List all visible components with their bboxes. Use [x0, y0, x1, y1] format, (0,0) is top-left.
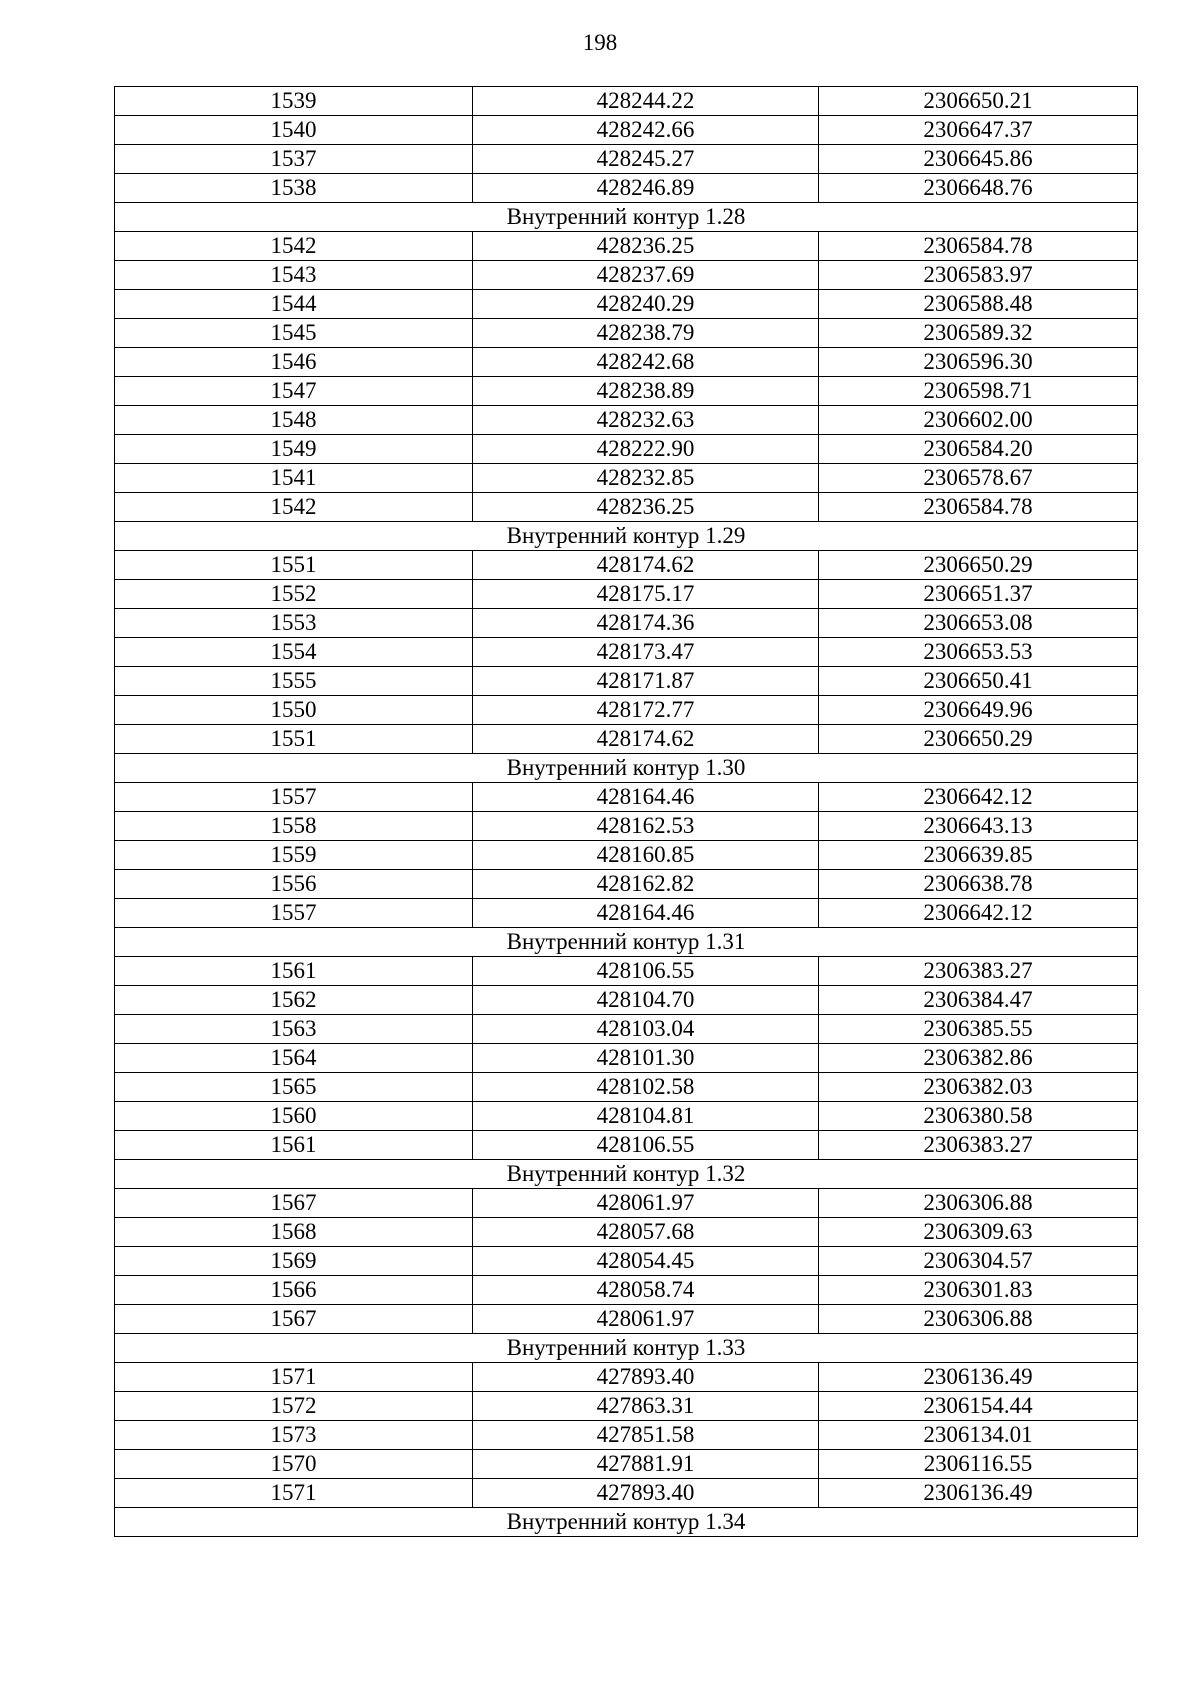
x-coordinate-cell: 428101.30 [473, 1044, 819, 1073]
x-coordinate-cell: 428232.63 [473, 406, 819, 435]
table-row [115, 493, 1138, 522]
y-coordinate-cell: 2306639.85 [819, 841, 1138, 870]
contour-header-row [115, 928, 1138, 957]
contour-label: Внутренний контур 1.31 [115, 928, 1138, 957]
y-coordinate-cell: 2306382.86 [819, 1044, 1138, 1073]
point-number-cell: 1554 [115, 638, 473, 667]
y-coordinate-cell: 2306645.86 [819, 145, 1138, 174]
contour-label: Внутренний контур 1.34 [115, 1508, 1138, 1537]
point-number-cell: 1538 [115, 174, 473, 203]
contour-header-row [115, 203, 1138, 232]
y-coordinate-cell: 2306653.08 [819, 609, 1138, 638]
y-coordinate-cell: 2306596.30 [819, 348, 1138, 377]
table-row [115, 580, 1138, 609]
x-coordinate-cell: 428061.97 [473, 1189, 819, 1218]
x-coordinate-cell: 428106.55 [473, 957, 819, 986]
y-coordinate-cell: 2306306.88 [819, 1305, 1138, 1334]
point-number-cell: 1565 [115, 1073, 473, 1102]
point-number-cell: 1551 [115, 551, 473, 580]
contour-label: Внутренний контур 1.30 [115, 754, 1138, 783]
table-row [115, 319, 1138, 348]
table-row [115, 1479, 1138, 1508]
x-coordinate-cell: 428164.46 [473, 783, 819, 812]
table-row [115, 232, 1138, 261]
table-row [115, 1189, 1138, 1218]
table-row [115, 725, 1138, 754]
table-row [115, 464, 1138, 493]
point-number-cell: 1539 [115, 87, 473, 116]
y-coordinate-cell: 2306650.21 [819, 87, 1138, 116]
x-coordinate-cell: 427881.91 [473, 1450, 819, 1479]
table-row [115, 696, 1138, 725]
y-coordinate-cell: 2306136.49 [819, 1479, 1138, 1508]
y-coordinate-cell: 2306578.67 [819, 464, 1138, 493]
x-coordinate-cell: 428244.22 [473, 87, 819, 116]
x-coordinate-cell: 428238.89 [473, 377, 819, 406]
point-number-cell: 1571 [115, 1479, 473, 1508]
x-coordinate-cell: 428174.36 [473, 609, 819, 638]
y-coordinate-cell: 2306598.71 [819, 377, 1138, 406]
y-coordinate-cell: 2306383.27 [819, 1131, 1138, 1160]
point-number-cell: 1564 [115, 1044, 473, 1073]
y-coordinate-cell: 2306650.29 [819, 551, 1138, 580]
contour-label: Внутренний контур 1.29 [115, 522, 1138, 551]
x-coordinate-cell: 427893.40 [473, 1479, 819, 1508]
table-row [115, 116, 1138, 145]
coordinates-table [114, 86, 1138, 1537]
point-number-cell: 1559 [115, 841, 473, 870]
point-number-cell: 1544 [115, 290, 473, 319]
x-coordinate-cell: 428160.85 [473, 841, 819, 870]
point-number-cell: 1566 [115, 1276, 473, 1305]
point-number-cell: 1562 [115, 986, 473, 1015]
point-number-cell: 1557 [115, 783, 473, 812]
y-coordinate-cell: 2306643.13 [819, 812, 1138, 841]
point-number-cell: 1561 [115, 1131, 473, 1160]
table-row [115, 290, 1138, 319]
y-coordinate-cell: 2306583.97 [819, 261, 1138, 290]
x-coordinate-cell: 428102.58 [473, 1073, 819, 1102]
y-coordinate-cell: 2306383.27 [819, 957, 1138, 986]
table-row [115, 812, 1138, 841]
x-coordinate-cell: 428172.77 [473, 696, 819, 725]
x-coordinate-cell: 428057.68 [473, 1218, 819, 1247]
x-coordinate-cell: 428236.25 [473, 232, 819, 261]
table-row [115, 609, 1138, 638]
point-number-cell: 1549 [115, 435, 473, 464]
x-coordinate-cell: 428162.82 [473, 870, 819, 899]
table-row [115, 899, 1138, 928]
y-coordinate-cell: 2306385.55 [819, 1015, 1138, 1044]
table-row [115, 1363, 1138, 1392]
x-coordinate-cell: 427863.31 [473, 1392, 819, 1421]
table-row [115, 1102, 1138, 1131]
table-row [115, 145, 1138, 174]
point-number-cell: 1567 [115, 1305, 473, 1334]
x-coordinate-cell: 427893.40 [473, 1363, 819, 1392]
point-number-cell: 1556 [115, 870, 473, 899]
y-coordinate-cell: 2306306.88 [819, 1189, 1138, 1218]
table-row [115, 261, 1138, 290]
x-coordinate-cell: 428164.46 [473, 899, 819, 928]
x-coordinate-cell: 428173.47 [473, 638, 819, 667]
point-number-cell: 1553 [115, 609, 473, 638]
contour-header-row [115, 1160, 1138, 1189]
table-row [115, 1305, 1138, 1334]
x-coordinate-cell: 428162.53 [473, 812, 819, 841]
table-row [115, 1218, 1138, 1247]
x-coordinate-cell: 428242.68 [473, 348, 819, 377]
table-row [115, 348, 1138, 377]
table-row [115, 957, 1138, 986]
contour-label: Внутренний контур 1.32 [115, 1160, 1138, 1189]
table-row [115, 667, 1138, 696]
x-coordinate-cell: 428246.89 [473, 174, 819, 203]
point-number-cell: 1550 [115, 696, 473, 725]
page-number: 198 [582, 30, 618, 55]
y-coordinate-cell: 2306380.58 [819, 1102, 1138, 1131]
y-coordinate-cell: 2306648.76 [819, 174, 1138, 203]
point-number-cell: 1560 [115, 1102, 473, 1131]
y-coordinate-cell: 2306154.44 [819, 1392, 1138, 1421]
point-number-cell: 1551 [115, 725, 473, 754]
table-row [115, 174, 1138, 203]
y-coordinate-cell: 2306588.48 [819, 290, 1138, 319]
point-number-cell: 1537 [115, 145, 473, 174]
x-coordinate-cell: 428061.97 [473, 1305, 819, 1334]
x-coordinate-cell: 428242.66 [473, 116, 819, 145]
x-coordinate-cell: 428106.55 [473, 1131, 819, 1160]
point-number-cell: 1558 [115, 812, 473, 841]
table-row [115, 986, 1138, 1015]
table-row [115, 435, 1138, 464]
y-coordinate-cell: 2306589.32 [819, 319, 1138, 348]
point-number-cell: 1541 [115, 464, 473, 493]
point-number-cell: 1557 [115, 899, 473, 928]
contour-label: Внутренний контур 1.33 [115, 1334, 1138, 1363]
point-number-cell: 1567 [115, 1189, 473, 1218]
x-coordinate-cell: 428237.69 [473, 261, 819, 290]
point-number-cell: 1542 [115, 493, 473, 522]
x-coordinate-cell: 428175.17 [473, 580, 819, 609]
x-coordinate-cell: 428174.62 [473, 725, 819, 754]
table-row [115, 551, 1138, 580]
point-number-cell: 1546 [115, 348, 473, 377]
y-coordinate-cell: 2306651.37 [819, 580, 1138, 609]
point-number-cell: 1572 [115, 1392, 473, 1421]
table-row [115, 1015, 1138, 1044]
x-coordinate-cell: 428058.74 [473, 1276, 819, 1305]
y-coordinate-cell: 2306638.78 [819, 870, 1138, 899]
table-row [115, 783, 1138, 812]
table-row [115, 841, 1138, 870]
table-row [115, 1131, 1138, 1160]
point-number-cell: 1569 [115, 1247, 473, 1276]
point-number-cell: 1573 [115, 1421, 473, 1450]
x-coordinate-cell: 428171.87 [473, 667, 819, 696]
point-number-cell: 1543 [115, 261, 473, 290]
y-coordinate-cell: 2306584.78 [819, 232, 1138, 261]
coordinates-table-body [115, 87, 1138, 1537]
y-coordinate-cell: 2306642.12 [819, 899, 1138, 928]
x-coordinate-cell: 428240.29 [473, 290, 819, 319]
point-number-cell: 1547 [115, 377, 473, 406]
x-coordinate-cell: 428236.25 [473, 493, 819, 522]
y-coordinate-cell: 2306304.57 [819, 1247, 1138, 1276]
table-row [115, 1276, 1138, 1305]
x-coordinate-cell: 428222.90 [473, 435, 819, 464]
point-number-cell: 1568 [115, 1218, 473, 1247]
x-coordinate-cell: 428245.27 [473, 145, 819, 174]
contour-header-row [115, 1334, 1138, 1363]
point-number-cell: 1570 [115, 1450, 473, 1479]
y-coordinate-cell: 2306301.83 [819, 1276, 1138, 1305]
y-coordinate-cell: 2306584.78 [819, 493, 1138, 522]
y-coordinate-cell: 2306650.41 [819, 667, 1138, 696]
point-number-cell: 1548 [115, 406, 473, 435]
table-row [115, 1247, 1138, 1276]
contour-header-row [115, 1508, 1138, 1537]
y-coordinate-cell: 2306642.12 [819, 783, 1138, 812]
contour-header-row [115, 522, 1138, 551]
point-number-cell: 1555 [115, 667, 473, 696]
point-number-cell: 1540 [115, 116, 473, 145]
x-coordinate-cell: 428232.85 [473, 464, 819, 493]
x-coordinate-cell: 428238.79 [473, 319, 819, 348]
table-row [115, 406, 1138, 435]
table-row [115, 1044, 1138, 1073]
contour-header-row [115, 754, 1138, 783]
contour-label: Внутренний контур 1.28 [115, 203, 1138, 232]
y-coordinate-cell: 2306650.29 [819, 725, 1138, 754]
y-coordinate-cell: 2306136.49 [819, 1363, 1138, 1392]
x-coordinate-cell: 428103.04 [473, 1015, 819, 1044]
x-coordinate-cell: 428174.62 [473, 551, 819, 580]
y-coordinate-cell: 2306309.63 [819, 1218, 1138, 1247]
table-row [115, 870, 1138, 899]
y-coordinate-cell: 2306653.53 [819, 638, 1138, 667]
y-coordinate-cell: 2306116.55 [819, 1450, 1138, 1479]
table-row [115, 638, 1138, 667]
y-coordinate-cell: 2306134.01 [819, 1421, 1138, 1450]
table-row [115, 87, 1138, 116]
table-row [115, 1421, 1138, 1450]
table-row [115, 1073, 1138, 1102]
x-coordinate-cell: 428054.45 [473, 1247, 819, 1276]
point-number-cell: 1571 [115, 1363, 473, 1392]
point-number-cell: 1552 [115, 580, 473, 609]
x-coordinate-cell: 428104.81 [473, 1102, 819, 1131]
y-coordinate-cell: 2306382.03 [819, 1073, 1138, 1102]
y-coordinate-cell: 2306384.47 [819, 986, 1138, 1015]
table-row [115, 1392, 1138, 1421]
table-row [115, 1450, 1138, 1479]
x-coordinate-cell: 427851.58 [473, 1421, 819, 1450]
y-coordinate-cell: 2306584.20 [819, 435, 1138, 464]
point-number-cell: 1542 [115, 232, 473, 261]
y-coordinate-cell: 2306602.00 [819, 406, 1138, 435]
x-coordinate-cell: 428104.70 [473, 986, 819, 1015]
y-coordinate-cell: 2306647.37 [819, 116, 1138, 145]
table-row [115, 377, 1138, 406]
y-coordinate-cell: 2306649.96 [819, 696, 1138, 725]
point-number-cell: 1563 [115, 1015, 473, 1044]
point-number-cell: 1545 [115, 319, 473, 348]
point-number-cell: 1561 [115, 957, 473, 986]
